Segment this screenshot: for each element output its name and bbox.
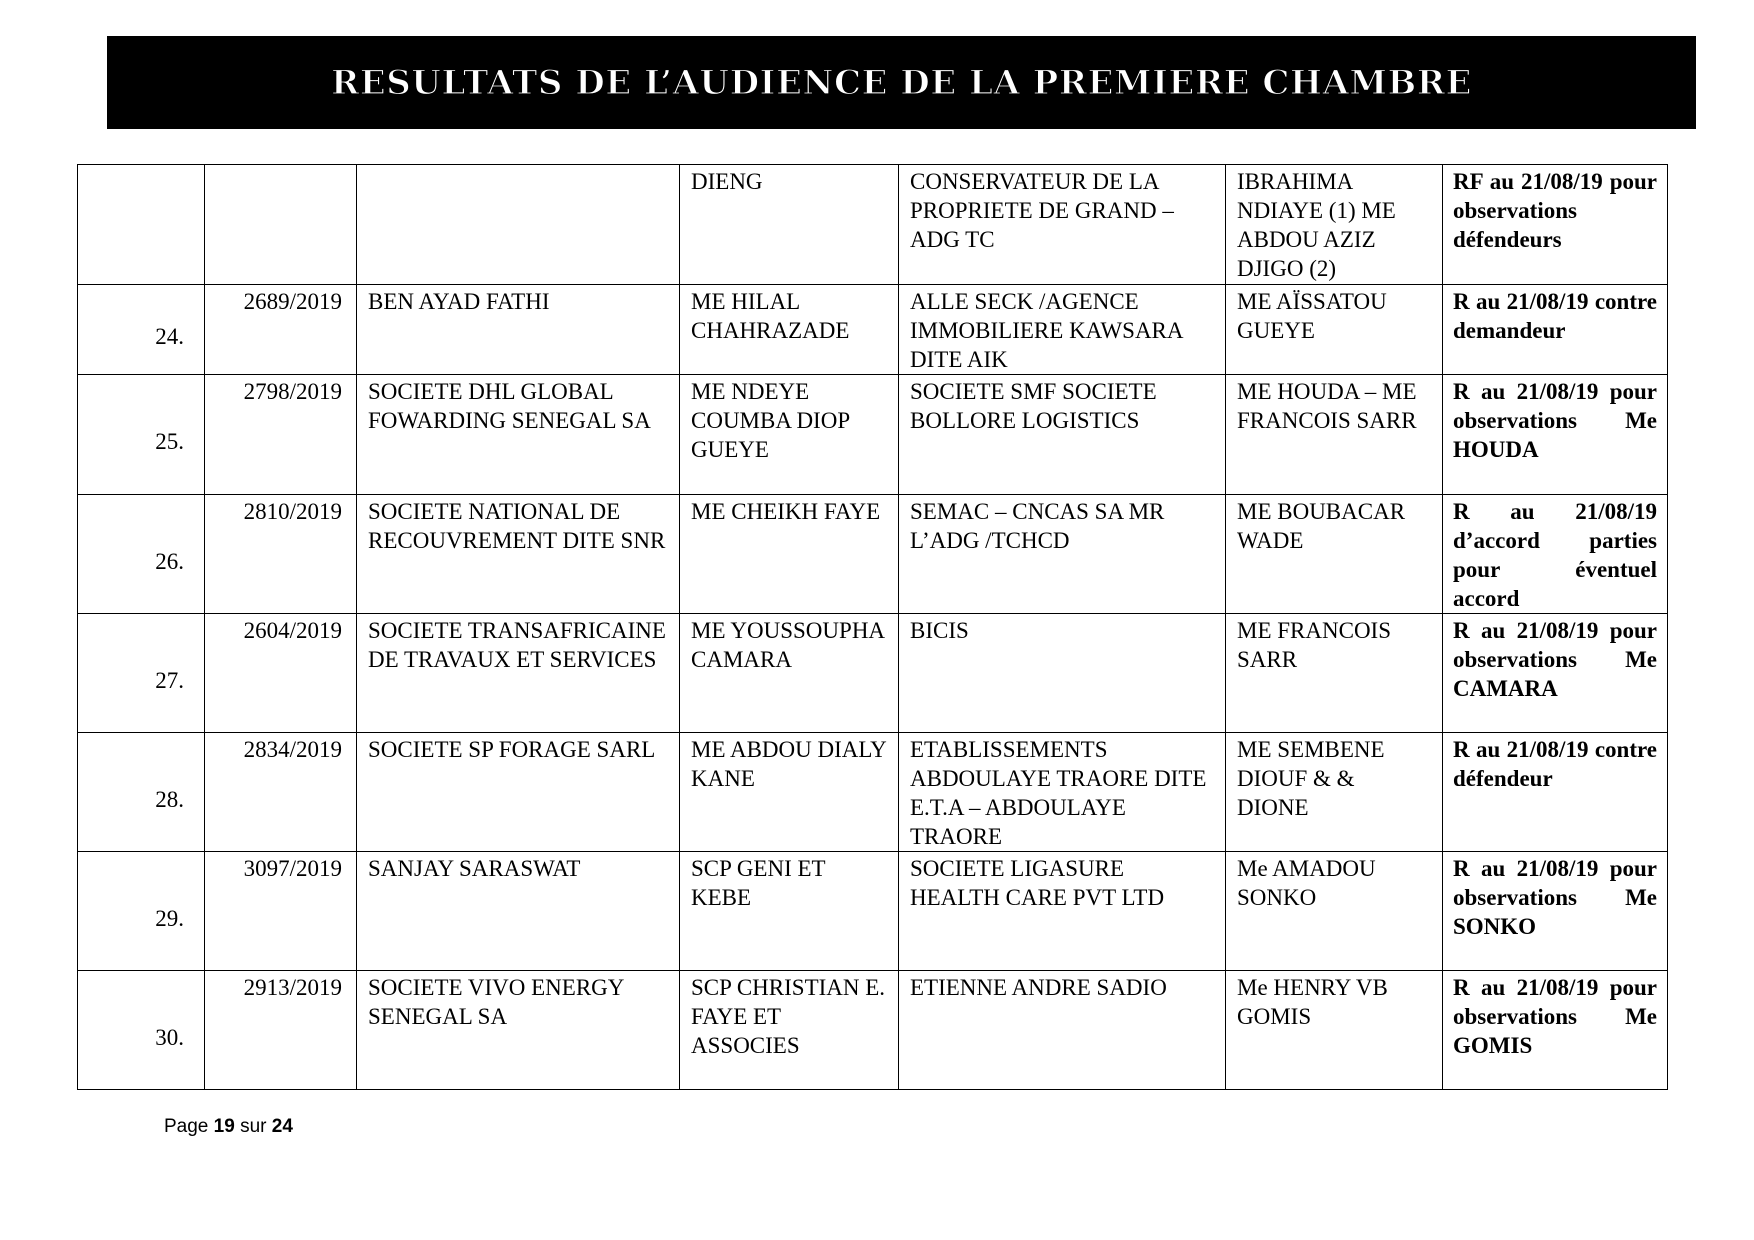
- hearings-table: [77, 164, 1668, 1090]
- decision: R au 21/08/19 contre demandeur: [1443, 285, 1668, 375]
- defendant-lawyer: ME HOUDA – ME FRANCOIS SARR: [1226, 375, 1443, 495]
- plaintiff: SOCIETE NATIONAL DE RECOUVREMENT DITE SNR: [357, 495, 680, 614]
- plaintiff: SOCIETE SP FORAGE SARL: [357, 733, 680, 852]
- defendant: ALLE SECK /AGENCE IMMOBILIERE KAWSARA DITE AIK: [899, 285, 1226, 375]
- decision: R au 21/08/19 pour observations Me GOMIS: [1443, 971, 1668, 1090]
- plaintiff-lawyer: ME CHEIKH FAYE: [680, 495, 899, 614]
- case-number: 29.: [78, 852, 205, 971]
- defendant: CONSERVATEUR DE LA PROPRIETE DE GRAND – ADG TC: [899, 165, 1226, 285]
- table-row: [78, 733, 1668, 852]
- decision: R au 21/08/19 pour observations Me HOUDA: [1443, 375, 1668, 495]
- case-number: 27.: [78, 614, 205, 733]
- defendant: BICIS: [899, 614, 1226, 733]
- table-row: [78, 375, 1668, 495]
- plaintiff-lawyer: ME ABDOU DIALY KANE: [680, 733, 899, 852]
- case-number: 30.: [78, 971, 205, 1090]
- plaintiff-lawyer: SCP CHRISTIAN E. FAYE ET ASSOCIES: [680, 971, 899, 1090]
- table-row: [78, 285, 1668, 375]
- plaintiff: SOCIETE VIVO ENERGY SENEGAL SA: [357, 971, 680, 1090]
- case-reference: 2689/2019: [205, 285, 357, 375]
- plaintiff-lawyer: SCP GENI ET KEBE: [680, 852, 899, 971]
- plaintiff: SANJAY SARASWAT: [357, 852, 680, 971]
- plaintiff: BEN AYAD FATHI: [357, 285, 680, 375]
- defendant: SEMAC – CNCAS SA MR L’ADG /TCHCD: [899, 495, 1226, 614]
- case-number: 26.: [78, 495, 205, 614]
- plaintiff: [357, 165, 680, 285]
- table-row: [78, 614, 1668, 733]
- case-reference: 2604/2019: [205, 614, 357, 733]
- case-number: 28.: [78, 733, 205, 852]
- case-reference: 3097/2019: [205, 852, 357, 971]
- title-banner: [107, 36, 1696, 129]
- page-prefix: Page: [164, 1116, 209, 1137]
- total-pages: 24: [271, 1116, 293, 1137]
- defendant-lawyer: ME BOUBACAR WADE: [1226, 495, 1443, 614]
- case-number: [78, 165, 205, 285]
- case-reference: 2798/2019: [205, 375, 357, 495]
- defendant: SOCIETE SMF SOCIETE BOLLORE LOGISTICS: [899, 375, 1226, 495]
- case-number: 24.: [78, 285, 205, 375]
- page-separator: sur: [240, 1116, 267, 1137]
- plaintiff-lawyer: ME YOUSSOUPHA CAMARA: [680, 614, 899, 733]
- case-reference: 2913/2019: [205, 971, 357, 1090]
- case-reference: [205, 165, 357, 285]
- case-reference: 2810/2019: [205, 495, 357, 614]
- case-reference: 2834/2019: [205, 733, 357, 852]
- defendant: ETIENNE ANDRE SADIO: [899, 971, 1226, 1090]
- decision: RF au 21/08/19 pour observations défendeurs: [1443, 165, 1668, 285]
- decision: R au 21/08/19 pour observations Me CAMARA: [1443, 614, 1668, 733]
- defendant-lawyer: Me HENRY VB GOMIS: [1226, 971, 1443, 1090]
- defendant-lawyer: ME FRANCOIS SARR: [1226, 614, 1443, 733]
- defendant-lawyer: ME AÏSSATOU GUEYE: [1226, 285, 1443, 375]
- plaintiff: SOCIETE TRANSAFRICAINE DE TRAVAUX ET SERVICES: [357, 614, 680, 733]
- table-row: [78, 971, 1668, 1090]
- defendant: ETABLISSEMENTS ABDOULAYE TRAORE DITE E.T.A – ABDOULAYE TRAORE: [899, 733, 1226, 852]
- defendant-lawyer: ME SEMBENE DIOUF & & DIONE: [1226, 733, 1443, 852]
- defendant: SOCIETE LIGASURE HEALTH CARE PVT LTD: [899, 852, 1226, 971]
- page-title: RESULTATS DE L’AUDIENCE DE LA PREMIERE CHAMBRE: [331, 62, 1472, 103]
- table-row: [78, 852, 1668, 971]
- plaintiff-lawyer: DIENG: [680, 165, 899, 285]
- plaintiff: SOCIETE DHL GLOBAL FOWARDING SENEGAL SA: [357, 375, 680, 495]
- current-page: 19: [213, 1116, 235, 1137]
- defendant-lawyer: Me AMADOU SONKO: [1226, 852, 1443, 971]
- case-number: 25.: [78, 375, 205, 495]
- table-row: [78, 165, 1668, 285]
- plaintiff-lawyer: ME NDEYE COUMBA DIOP GUEYE: [680, 375, 899, 495]
- page-footer: [164, 1116, 293, 1138]
- defendant-lawyer: IBRAHIMA NDIAYE (1) ME ABDOU AZIZ DJIGO (2): [1226, 165, 1443, 285]
- table-row: [78, 495, 1668, 614]
- plaintiff-lawyer: ME HILAL CHAHRAZADE: [680, 285, 899, 375]
- decision: R au 21/08/19 contre défendeur: [1443, 733, 1668, 852]
- decision: R au 21/08/19 d’accord parties pour éventuel accord: [1443, 495, 1668, 614]
- decision: R au 21/08/19 pour observations Me SONKO: [1443, 852, 1668, 971]
